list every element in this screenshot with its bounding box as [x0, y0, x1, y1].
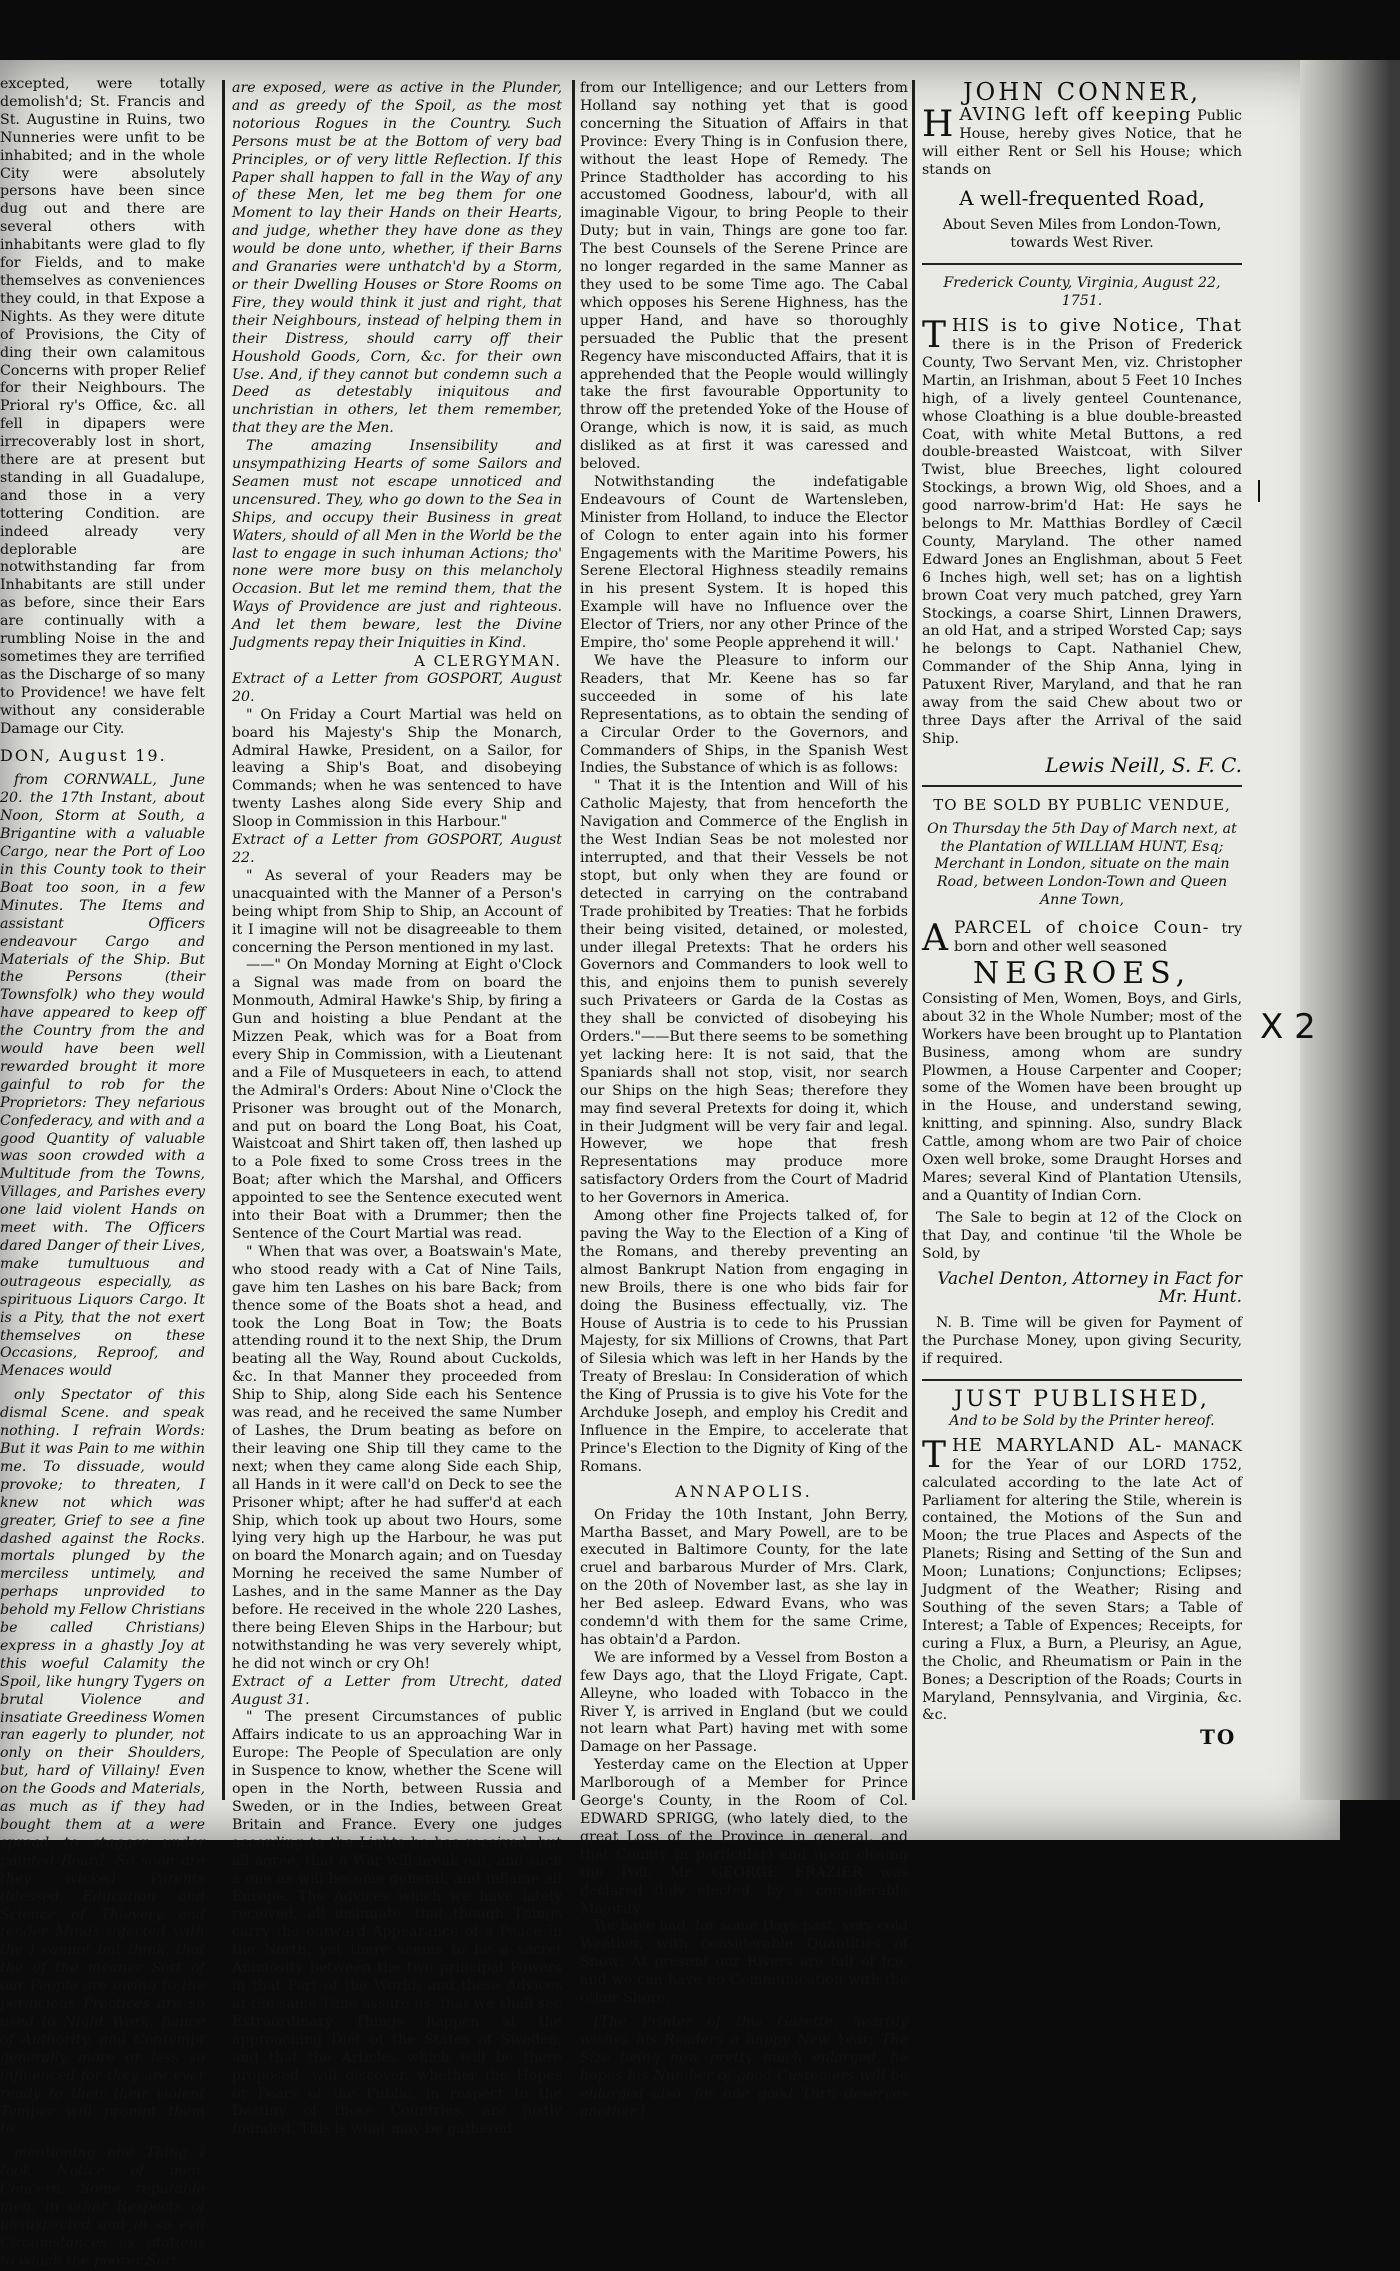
- column-3: [580, 80, 908, 2120]
- col2-paragraph: are exposed, were as active in the Plunder, and as greedy of the Spoil, as the most notorious Rogues in the Country. Such Persons must be at the Bottom of very bad Principles, or of very little Reflection. If this Paper shall happen to fall in the Way of any of these Men, let me beg them for one Moment to lay their Hands on their Hearts, and judge, whether they have done as they would be done unto, whether, if their Barns and Granaries were unthatch'd by a Storm, or their Dwelling Houses or Store Rooms on Fire, they would think it just and right, that their Neighbours, instead of helping them in their Distress, should carry off their Houshold Goods, Corn, &c. for their own Use. And, if they cannot but condemn such a Deed as detestably iniquitous and unchristian in others, let them remember, that they are the Men.: [232, 80, 562, 437]
- col1-paragraph: excepted, were totally demolish'd; St. Francis and St. Augustine in Ruins, two Nunneries were unfit to be inhabited; and in the whole City were absolutely persons have been since dug out and there are several others with inhabitants were glad to fly for Fields, and to make themselves as conveniences they could, in that Expose a Nights. As they were ditute of Provisions, the City of ding their own calamitous Concerns with proper Relief for their Neighbours. The Prioral ry's Office, &c. all fell in dipapers were irrecoverably lost in short, there are at present but standing in all Guadalupe, and those in a very tottering Condition. are indeed already very deplorable are notwithstanding far from Inhabitants are still under as before, since their Ears are continually with a rumbling Noise in the and sometimes they are terrified as the Discharge of so many to Providence! we have felt without any considerable Damage our City.: [0, 76, 205, 737]
- col2-paragraph: " As several of your Readers may be unacquainted with the Manner of a Person's being whipt from Ship to Ship, an Account of it I imagine will not be disagreeable to them concerning the Person mentioned in my last.: [232, 867, 562, 956]
- col2-paragraph: " The present Circumstances of public Affairs indicate to us an approaching War in Europe: The People of Speculation are only in Suspence to know, whether the Scene will open in the North, between Russia and Sweden, or in the Indies, between Great Britain and France. Every one judges according to the Lights he has received; but all agree, that a War will break out, and such a one as will become general, and inflame all Europe. The Advices which we have lately received, all insinuate, that though Things carry the outward Appearance of a Peace in the North, yet there seems to be a secret Animosity between the two principal Powers in that Part of the World; and these Advices at the same Time assure us, that we shall see Extraordinary Things happen at the approaching Diet of the States of Sweden, and that the Articles which will be there proposed, will discover, whether the Hopes or Fears of the Public, in respect to the Destiny of those Countries, are justly founded. This is what may be gathered: [232, 1709, 562, 2138]
- drop-cap: T: [922, 1434, 947, 1476]
- book-edge: [1300, 60, 1400, 1800]
- ad-almanack-heading: JUST PUBLISHED,: [954, 1387, 1210, 1412]
- col3-paragraph: We have the Pleasure to inform our Readers, that Mr. Keene has so far succeeded in some of his late Representations, as to obtain the sending of a Circular Order to the Governors, and Commanders of Ships, in the Spanish West Indies, the Substance of which is as follows:: [580, 653, 908, 777]
- ad-vendue-text: Consisting of Men, Women, Boys, and Girls, about 32 in the Whole Number; most of the Workers have been brought up to Plantation Business, among whom are sundry Plowmen, a House Carpenter and Cooper; some of the Women have been brought up in the House, and understand sewing, knitting, and spinning. Also, sundry Black Cattle, among whom are two Pair of choice Oxen well broke, some Draught Horses and Mares; several Kind of Plantation Utensils, and a Quantity of Indian Corn.: [922, 990, 1242, 1204]
- column-rule: [222, 80, 225, 1800]
- newspaper-page: [0, 60, 1340, 2269]
- column-rule: [912, 80, 915, 1800]
- divider: [922, 263, 1242, 265]
- column-rule: [572, 80, 575, 1800]
- col3-paragraph: Yesterday came on the Election at Upper Marlborough of a Member for Prince George's County, in the Room of Col. EDWARD SPRIGG, (who lately died, to the great Loss of the Province in general, and that County in particular) and upon closing the Poll, Mr. GEORGE FRAZIER was declared duly elected, by a considerable Majority.: [580, 1757, 908, 1917]
- ad-vendue-signature: Vachel Denton, Attorney in Fact for Mr. Hunt.: [937, 1269, 1242, 1308]
- ad-vendue-heading: TO BE SOLD BY PUBLIC VENDUE,: [933, 795, 1231, 814]
- printer-note: [The Printer of this Gazette, heartily wishes his Readers a happy New Year: The Size being now pretty much enlarged, he hopes his Number of good Customers will be enlarged also; for one good Turn deserves another.]: [580, 2013, 908, 2120]
- ad-notice-lead: HIS is to give Notice, That: [952, 315, 1242, 337]
- col2-paragraph: The amazing Insensibility and unsympathizing Hearts of some Sailors and Seamen must not escape unnoticed and uncensured. They, who go down to the Sea in Ships, and occupy their Business in great Waters, should of all Men in the World be the last to engage in such inhuman Actions; tho' none were more busy on this melancholy Occasion. But let me remind them, that the Ways of Providence are just and righteous. And let them beware, lest the Divine Judgments repay their Iniquities in Kind.: [232, 438, 562, 652]
- ad-john-conner-text: Public House, hereby gives Notice, that he will either Rent or Sell his House; which stands on: [922, 107, 1242, 178]
- ad-notice-text: there is in the Prison of Frederick County, Two Servant Men, viz. Christopher Martin, an Irishman, about 5 Feet 10 Inches high, of a lively genteel Countenance, whose Cloathing is a blue double-breasted Coat, with white Metal Buttons, a red double-breasted Waistcoat, with Silver Twist, blue Breeches, light coloured Stockings, a brown Wig, old Shoes, and a good narrow-brim'd Hat: He says he belongs to Mr. Matthias Bordley of Cæcil County, Maryland. The other named Edward Jones an Englishman, about 5 Feet 6 Inches high, well set; has on a lightish brown Coat very much patched, grey Yarn Stockings, a coarse Shirt, Linnen Drawers, an old Hat, and a striped Worsted Cap; says he belongs to Capt. Nathaniel Chew, Commander of the Ship Anna, lying in Patuxent River, Maryland, and that he ran away from the said Chew about two or three Days after the Arrival of the said Ship.: [922, 336, 1242, 747]
- ad-almanack-text: MANACK for the Year of our LORD 1752, calculated according to the late Act of Parliament for altering the Stile, wherein is contained, the Motions of the Sun and Moon; the true Places and Aspects of the Planets; Rising and Setting of the Sun and Moon; Lunations; Conjunctions; Eclipses; Judgment of the Weather; Rising and Southing of the seven Stars; a Table of Interest; a Table of Expences; Receipts, for curing a Flux, a Burn, a Pleurisy, an Ague, the Cholic, and Rheumatism or Pain in the Bones; a Description of the Roads; Courts in Maryland, Pennsylvania, and Virginia, &c. &c.: [922, 1438, 1242, 1724]
- col3-paragraph: Notwithstanding the indefatigable Endeavours of Count de Wartensleben, Minister from Holland, to induce the Elector of Cologn to enter again into his former Engagements with the Maritime Powers, his Serene Electoral Highness steadily remains in his present System. It is hoped this Example will have no Influence over the Elector of Triers, nor any other Prince of the Empire, tho' some People apprehend it will.': [580, 473, 908, 652]
- col3-paragraph: We have had, for some Days past, very cold Weather, with considerable Quantities of Snow: At present our Rivers are full of Ice, and we can have no Communication with the other Shore.: [580, 1918, 908, 2007]
- drop-cap: H: [922, 103, 954, 145]
- column-1: [0, 76, 205, 2269]
- col1-paragraph: from CORNWALL, June 20. the 17th Instant, about Noon, Storm at South, a Brigantine with a valuable Cargo, near the Port of Loo in this County took to their Boat too soon, in a few Minutes. The Items and assistant Officers endeavour Cargo and Materials of the Ship. But the Persons (their Townsfolk) who they would have appeared to keep off the Country from the and would have been well rewarded brought it more gainful to rob for the Proprietors: They nefarious Confederacy, and with and a good Quantity of valuable was soon crowded with a Multitude from the Towns, Villages, and Parishes every one laid violent Hands on meet with. The Officers dared Danger of their Lives, make tumultuous and outrageous especially, as spirituous Liquors Cargo. It is a Pity, that the not exert themselves on these Occasions, Reproof, and Menaces would: [0, 772, 205, 1380]
- col1-paragraph: mentioning one Thing I took Notice of men, Concern. Some reputable men, in other Respects of unsuspected and in so evil Circumstances as ptations to which the poorer Sort: [0, 2145, 205, 2269]
- annapolis-heading: ANNAPOLIS.: [675, 1481, 813, 1501]
- col2-paragraph: " When that was over, a Boatswain's Mate, who stood ready with a Cat of Nine Tails, gave him ten Lashes on his bare Back; from thence some of the Boats shot a head, and took the Long Boat in Tow; the Boats attending round it to the next Ship, the Drum beating all the Way, Round about Cuckolds, &c. In that Manner they proceeded from Ship to Ship, along Side each his Sentence was read, and he received the same Number of Lashes, the Drum beating as before on their leaving one Ship till they came to the next; when they came along Side each Ship, all Hands in it were call'd on Deck to see the Prisoner whipt; after he had suffer'd at each Ship, which took up about two Hours, some lying very high up the Harbour, he was put on board the Monarch again; and on Tuesday Morning he received the same Number of Lashes, and in the same Manner as the Day before. He received in the whole 220 Lashes, there being Eleven Ships in the Harbour; but notwithstanding he was very severely whipt, he did not winch or cry Oh!: [232, 1243, 562, 1672]
- col1-paragraph: only Spectator of this dismal Scene. and speak nothing. I refrain Words: But it was Pain to me within me. To dissuade, would provoke; to threaten, I knew not which was greater, Grief to see a fine dashed against the Rocks. mortals plunged by the merciless untimely, and perhaps unprovided to behold my Fellow Christians be called Christians) express in a ghastly Joy at this woeful Calamity the Spoil, like hungry Tygers on brutal Violence and insatiate Greediness Women ran eagerly to plunder, not only on their Shoulders, but, hard of Villainy! Even on the Goods and Materials, as much as if they had bought them at a were spread to stagger under painted Board. So soon are they wicked Parents (blessed Education and Science of Thievery and tender Minds infected with the I cannot but think, that the of the meaner Sort of our People are owing to the pernicious Practices are so used to Night Work, fiance of Authority, and Contempt generally more or less so influenced for they are ever ready to their their violent Temper will prompt them to.: [0, 1387, 205, 2138]
- col2-paragraph: ——" On Monday Morning at Eight o'Clock a Signal was made from on board the Monmouth, Admiral Hawke's Ship, by firing a Gun and hoisting a blue Pendant at the Mizzen Peak, which was for a Boat from every Ship in Commission, with a Lieutenant and a File of Musqueteers in each, to attend the Admiral's Orders: About Nine o'Clock the Prisoner was brought out of the Monarch, and put on board the Long Boat, his Coat, Waistcoat and Shirt taken off, then lashed up to a Pole fixed to some Cross trees in the Boat; after which the Marshal, and Officers appointed to see the Sentence executed went into their Boat with a Drummer; then the Sentence of the Court Martial was read.: [232, 957, 562, 1242]
- ad-vendue-sale: The Sale to begin at 12 of the Clock on that Day, and continue 'til the Whole be Sold, by: [922, 1209, 1242, 1262]
- ad-almanack-sub: And to be Sold by the Printer hereof.: [949, 1412, 1215, 1429]
- ad-vendue-lead: PARCEL of choice Coun-: [954, 918, 1210, 939]
- col3-paragraph: " That it is the Intention and Will of his Catholic Majesty, that from henceforth the Navigation and Commerce of the English in the West Indian Seas be not molested nor interrupted, and that their Vessels be not stopt, but only when they are found or detected in carrying on the contraband Trade prohibited by Treaties: That he forbids their being visited, detained, or molested, under illegal Pretexts: That he orders his Governors and Commanders to look well to this, and enjoins them to punish severely such Privateers or Garda de la Costas as they shall be convicted of disobeying his Orders."——But there seems to be something yet lacking here: It is not said, that the Spaniards shall not stop, visit, nor search our Ships on the high Seas; therefore they may find several Pretexts for doing it, which in their Judgment will be very fair and legal. However, we hope that fresh Representations may produce more satisfactory Orders from the Court of Madrid to her Governors in America.: [580, 778, 908, 1207]
- ad-vendue-nb: N. B. Time will be given for Payment of the Purchase Money, upon giving Security, if required.: [922, 1315, 1242, 1368]
- drop-cap: A: [922, 918, 948, 960]
- col2-signature: A CLERGYMAN.: [413, 652, 562, 670]
- col2-extract-heading: Extract of a Letter from Utrecht, dated August 31.: [232, 1673, 562, 1708]
- ad-road: A well-frequented Road,: [959, 185, 1205, 210]
- ad-location: About Seven Miles from London-Town, towards West River.: [942, 217, 1222, 252]
- divider: [922, 1379, 1242, 1381]
- ad-vendue-title: NEGROES,: [972, 955, 1192, 991]
- ad-dateline: Frederick County, Virginia, August 22, 1751.: [943, 275, 1221, 310]
- col2-paragraph: " On Friday a Court Martial was held on board his Majesty's Ship the Monarch, Admiral Hawke, President, on a Sailor, for leaving a Ship's Boat, and disobeying Commands; when he was sentenced to have twenty Lashes along Side every Ship and Sloop in Commission in this Harbour.": [232, 706, 562, 831]
- ad-signature: Lewis Neill, S. F. C.: [1045, 752, 1242, 777]
- drop-cap: T: [922, 315, 947, 357]
- column-2: [232, 80, 562, 2138]
- col2-extract-heading: Extract of a Letter from GOSPORT, August 22.: [232, 832, 562, 866]
- col3-paragraph: Among other fine Projects talked of, for paving the Way to the Election of a King of the Romans, and thereby preventing an almost Bankrupt Nation from engaging in new Broils, there is one who bids fair for doing the Business effectually, viz. The House of Austria is to cede to his Prussian Majesty, for six Millions of Crowns, that Part of Silesia which was left in her Hands by the Treaty of Breslau: In Consideration of which the King of Prussia is to give his Vote for the Archduke Joseph, and employ his Credit and Influence in the Empire, to accelerate that Prince's Election to the Dignity of King of the Romans.: [580, 1208, 908, 1475]
- col3-paragraph: On Friday the 10th Instant, John Berry, Martha Basset, and Mary Powell, are to be executed in Baltimore County, for the late cruel and barbarous Murder of Mrs. Clark, on the 20th of November last, as she lay in her Bed asleep. Edward Evans, who was condemn'd with them for the same Crime, has obtain'd a Pardon.: [580, 1506, 908, 1648]
- divider: [922, 785, 1242, 787]
- catchword: TO: [1200, 1725, 1237, 1749]
- col3-paragraph: from our Intelligence; and our Letters from Holland say nothing yet that is good concerning the Situation of Affairs in that Province: Every Thing is in Confusion there, without the least Hope of Remedy. The Prince Stadtholder has according to his accustomed Goodness, labour'd, with all imaginable Vigour, to bring People to their Duty; but in vain, Things are gone too far. The best Counsels of the Serene Prince are no longer regarded in the same Manner as they used to be some Time ago. The Cabal which opposes his Serene Highness, has the upper Hand, and have so thoroughly persuaded the Public that the present Regency have misconducted Affairs, that it is apprehended that the People would willingly take the first favourable Opportunity to throw off the pretended Yoke of the House of Orange, which is now, it is said, as much disliked as at first it was caressed and beloved.: [580, 80, 908, 473]
- col3-paragraph: We are informed by a Vessel from Boston a few Days ago, that the Lloyd Frigate, Capt. Alleyne, who loaded with Tobacco in the River Y, is arrived in England (but we could not learn what Part) having met with some Damage on her Passage.: [580, 1649, 908, 1756]
- col1-dateline: DON, August 19.: [0, 745, 167, 765]
- ad-john-conner-name: JOHN CONNER,: [962, 78, 1202, 106]
- margin-annotation: X 2: [1260, 1007, 1316, 1047]
- column-4: [922, 80, 1242, 1780]
- ad-john-conner-lead: AVING left off keeping: [959, 103, 1192, 125]
- margin-mark: [1258, 480, 1260, 502]
- col2-extract-heading: Extract of a Letter from GOSPORT, August 20.: [232, 670, 562, 705]
- ad-almanack-lead: HE MARYLAND AL-: [952, 1434, 1163, 1456]
- ad-vendue-when: On Thursday the 5th Day of March next, at the Plantation of WILLIAM HUNT, Esq; Merchant in London, situate on the main Road, between London-Town and Queen Anne Town,: [927, 820, 1237, 909]
- ad-vendue-lead2: try born and other well seasoned: [954, 921, 1242, 956]
